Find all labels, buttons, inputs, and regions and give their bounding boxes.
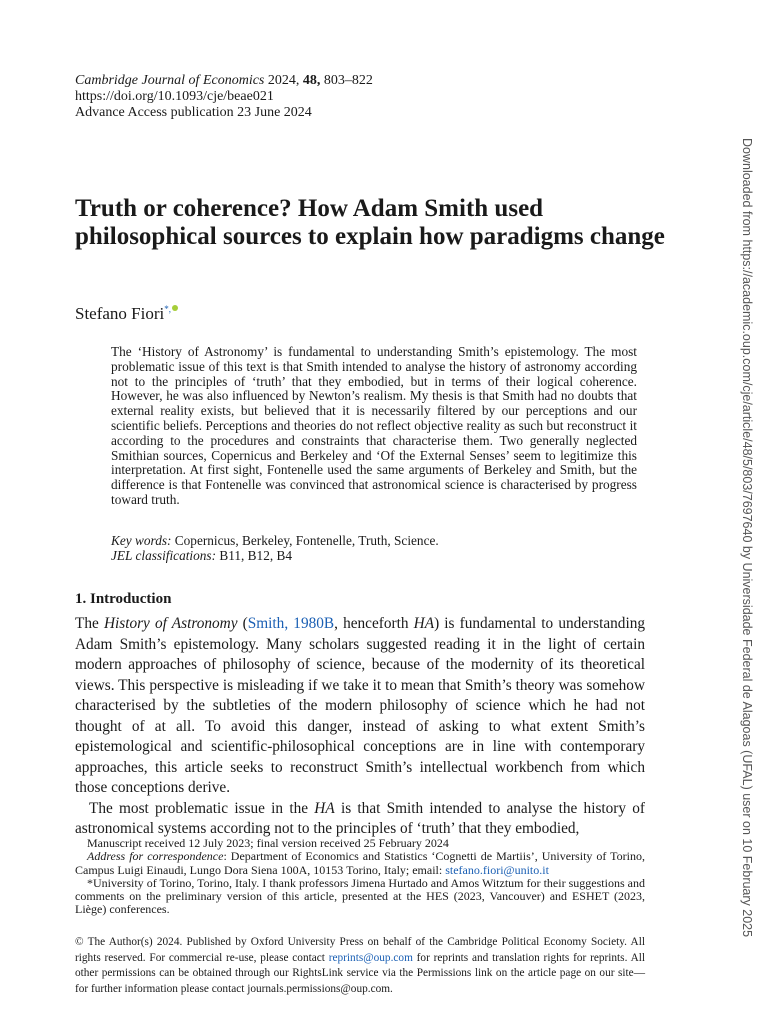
advance-access-date: Advance Access publication 23 June 2024 (75, 105, 312, 120)
abstract: The ‘History of Astronomy’ is fundamental to understanding Smith’s epistemology. The most problematic issue of this text is that Smith intended to analyse the history of astronomy according not to the principles of ‘truth’ that they embodied, but in terms of their logical coherence. However, he was also influenced by Newton’s realism. My thesis is that Smith had no doubts that external reality exists, but believed that it is necessarily filtered by our perceptions and our scientific beliefs. Perceptions and theories do not reflect objective reality as such but reconstruct it according to the procedures and constraints that characterise them. Two generally neglected Smithian sources, Copernicus and Berkeley and ‘Of the External Senses’ seem to legitimize this interpretation. At first sight, Fontenelle used the same arguments of Berkeley and Smith, but the difference is that Fontenelle was convinced that astronomical science is characterised by progress toward truth. (111, 344, 637, 507)
keywords-block (111, 533, 439, 563)
journal-year: 2024, (267, 73, 300, 88)
copyright-text-end: for reprints and translation rights for reprints. All other permissions can be obtained through our RightsLink service via the Permissions link on the article page on our site—for further information please contact journals.permissions@oup.com. (75, 951, 646, 995)
work-title: History of Astronomy (103, 615, 238, 632)
copyright-text-start: © The Author(s) 2024. Published by Oxford University Press on behalf of the Cambridge Political Economy Society. All rights reserved. For commercial re-use, please contact (75, 936, 645, 964)
author-line (75, 299, 178, 324)
journal-pages: 803–822 (323, 73, 373, 88)
paragraph-2 (75, 799, 645, 840)
author-name: Stefano Fiori (75, 304, 165, 323)
citation-link[interactable]: Smith, 1980B (247, 615, 335, 632)
orcid-icon[interactable] (172, 305, 178, 311)
ha-abbrev-2: HA (314, 799, 335, 817)
keywords-line (111, 533, 439, 548)
ha-abbrev: HA (413, 615, 435, 632)
journal-header (75, 73, 373, 121)
section-heading: 1. Introduction (75, 591, 172, 607)
p1-text: ) is fundamental to understanding Adam Smith’s epistemology. Many scholars suggested reading it in the light of certain modern approaches of philosophy of science, because of the modernity of its theoretical views. This perspective is misleading if we take it to mean that Smith’s theory was somehow characterised by the subtleties of the modern philosophy of science which he had not thought of at all. To avoid this danger, instead of asking to what extent Smith’s epistemological and scientific-philosophical conceptions are in line with contemporary approaches, this article seeks to reconstruct Smith’s intellectual workbench from which those conceptions derive. (75, 615, 645, 796)
journal-name: Cambridge Journal of Economics (75, 73, 265, 88)
jel-value: B11, B12, B4 (219, 548, 293, 563)
keywords-label: Key words: (111, 533, 172, 548)
manuscript-dates: Manuscript received 12 July 2023; final version received 25 February 2024 (87, 836, 449, 850)
p2-text: is that Smith intended to analyse the history of astronomical systems according not to the principles of ‘truth’ that they embodied, (75, 799, 646, 837)
correspondence-address (75, 850, 645, 877)
jel-line (111, 548, 439, 563)
footnotes (75, 837, 645, 917)
doi-link[interactable]: https://doi.org/10.1093/cje/beae021 (75, 89, 274, 104)
keywords-value: Copernicus, Berkeley, Fontenelle, Truth, Science. (174, 533, 439, 548)
download-notice-sidebar: Downloaded from https://academic.oup.com/cje/article/48/5/803/7697640 by Universidade Federal de Alagoas (UFAL) user on 10 February 2025 (740, 138, 754, 938)
paragraph-1 (75, 614, 645, 799)
article-title: Truth or coherence? How Adam Smith used philosophical sources to explain how paradigms change (75, 195, 665, 250)
affiliation-note: *University of Torino, Torino, Italy. I thank professors Jimena Hurtado and Amos Witztum for their suggestions and comments on the preliminary version of this article, presented at the HES (2023, Vancouver) and ESHET (2023, Liège) conferences. (75, 875, 645, 917)
journal-volume: 48, (302, 73, 321, 88)
body-text (75, 614, 645, 840)
address-label: Address for correspondence (87, 849, 224, 864)
copyright-notice (75, 935, 645, 997)
citation-line (75, 73, 373, 89)
author-email-link[interactable]: stefano.fiori@unito.it (445, 862, 549, 877)
p2-start: The most problematic issue in the (89, 799, 309, 817)
p1-open-paren: ( (242, 615, 248, 632)
reprints-email-link[interactable]: reprints@oup.com (328, 951, 413, 964)
author-footnote-marker[interactable]: *, (164, 304, 171, 314)
jel-label: JEL classifications: (111, 548, 217, 563)
p1-henceforth: , henceforth (334, 615, 409, 632)
p1-the: The (75, 615, 99, 632)
address-text: : Department of Economics and Statistics ‘Cognetti de Martiis’, University of Torino, Campus Luigi Einaudi, Lungo Dora Siena 100A, 10153 Torino, Italy; email: (75, 849, 646, 877)
